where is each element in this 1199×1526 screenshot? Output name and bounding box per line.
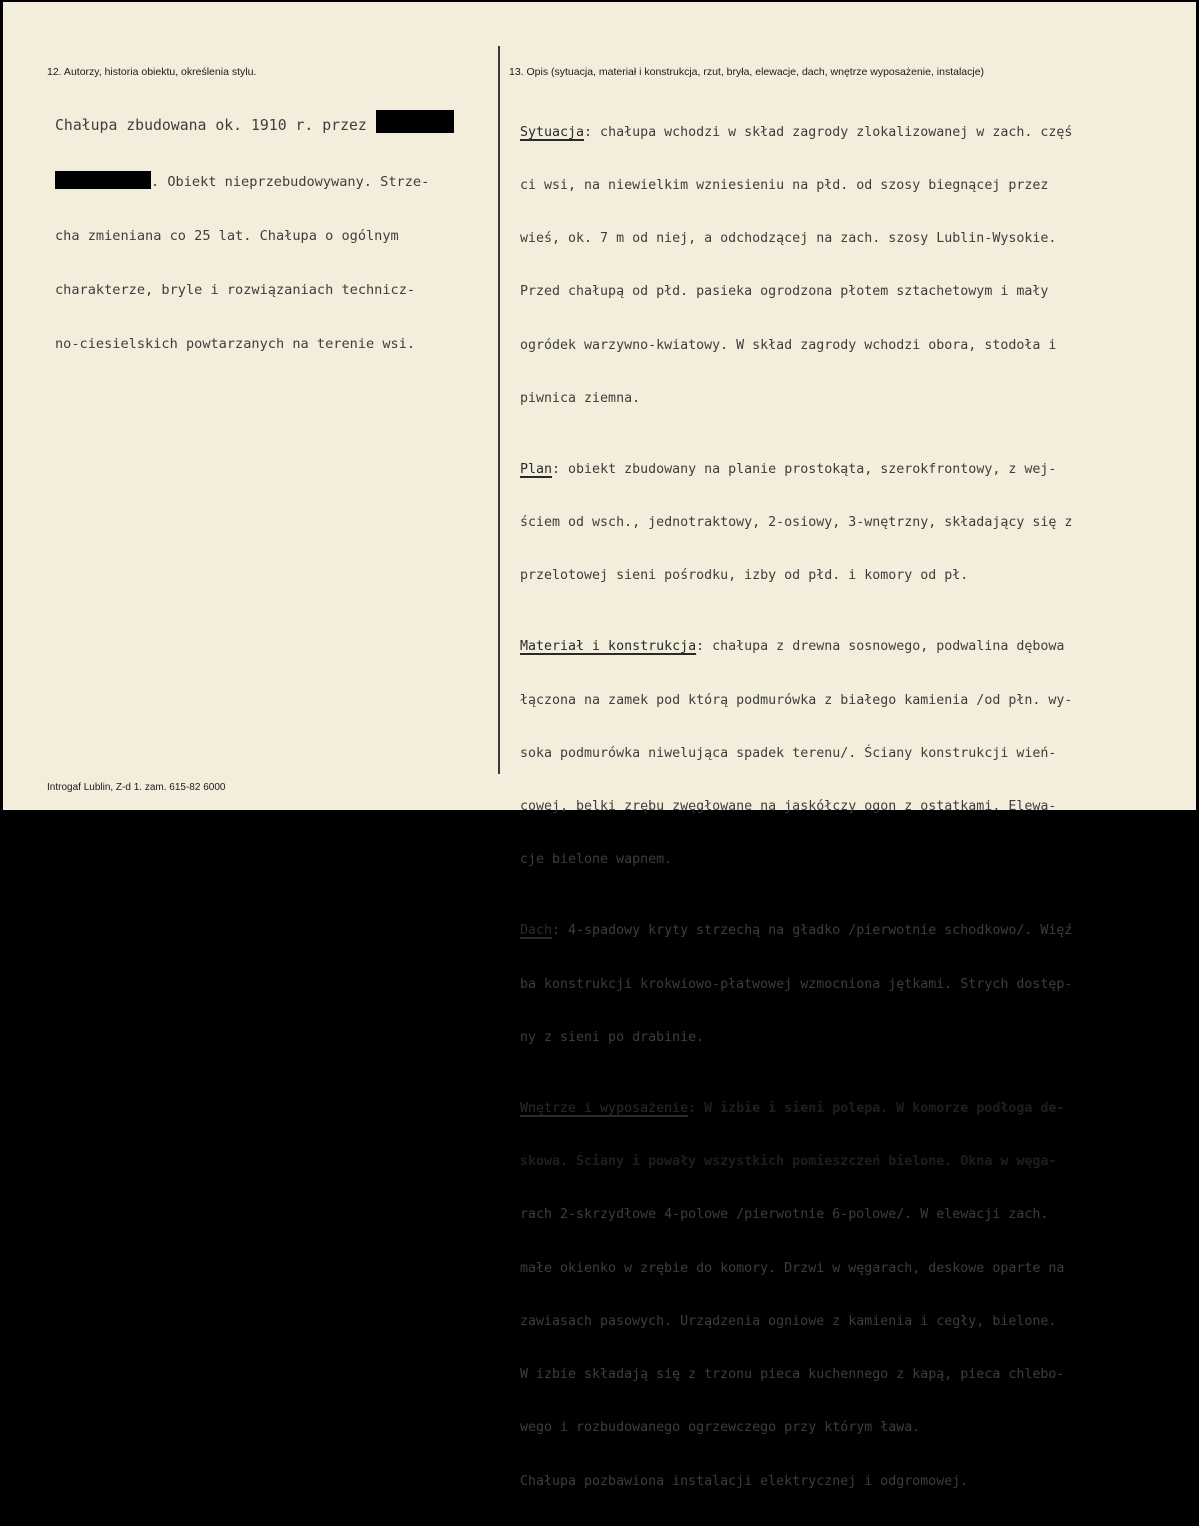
history-line: . Obiekt nieprzebudowywany. Strze- xyxy=(55,171,454,191)
description-line: ba konstrukcji krokwiowo-płatwowej wzmocniona jętkami. Strych dostęp- xyxy=(520,976,1073,992)
description-line: Sytuacja: chałupa wchodzi w skład zagrody zlokalizowanej w zach. częś xyxy=(520,124,1073,140)
description-line: Wnętrze i wyposażenie: W izbie i sieni polepa. W komorze podłoga de- xyxy=(520,1100,1065,1116)
dach-label: Dach xyxy=(520,923,553,939)
description-line: przelotowej sieni pośrodku, izby od płd. i komory od pł. xyxy=(520,568,969,584)
description-line: ci wsi, na niewielkim wzniesieniu na płd. od szosy biegnącej przez xyxy=(520,177,1049,193)
redaction-block xyxy=(376,110,454,133)
description-line: W izbie składają się z trzonu pieca kuchennego z kapą, pieca chlebo- xyxy=(520,1367,1065,1382)
description-line: ny z sieni po drabinie. xyxy=(520,1029,705,1045)
description-line: skowa. Ściany i powały wszystkich pomieszczeń bielone. Okna w węga- xyxy=(520,1154,1057,1169)
material-label: Materiał i konstrukcja xyxy=(520,639,697,655)
description-line: soka podmurówka niwelująca spadek terenu/. Ściany konstrukcji wień- xyxy=(520,745,1057,761)
printer-imprint: Introgaf Lublin, Z-d 1. zam. 615-82 6000 xyxy=(47,782,226,793)
sytuacja-label: Sytuacja xyxy=(520,124,585,140)
column-divider xyxy=(498,46,500,774)
history-line: cha zmieniana co 25 lat. Chałupa o ogólnym xyxy=(55,228,399,244)
description-line: małe okienko w zrębie do komory. Drzwi w węgarach, deskowe oparte na xyxy=(520,1260,1065,1276)
history-line: Chałupa zbudowana ok. 1910 r. przez xyxy=(55,110,454,135)
record-card xyxy=(3,2,1196,1489)
plan-label: Plan xyxy=(520,461,553,477)
redaction-block xyxy=(55,171,151,189)
description-line: Dach: 4-spadowy kryty strzechą na gładko /pierwotnie schodkowo/. Więź xyxy=(520,923,1073,939)
description-line: Chałupa pozbawiona instalacji elektrycznej i odgromowej. xyxy=(520,1473,969,1489)
description-line: Materiał i konstrukcja: chałupa z drewna sosnowego, podwalina dębowa xyxy=(520,639,1065,655)
history-line: no-ciesielskich powtarzanych na terenie wsi. xyxy=(55,336,416,352)
description-line: Plan: obiekt zbudowany na planie prostokąta, szerokfrontowy, z wej- xyxy=(520,461,1057,477)
description-line: cowej, belki zrębu zwęgłowane na jaskółczy ogon z ostatkami. Elewa- xyxy=(520,799,1057,814)
description-line: wego i rozbudowanego ogrzewczego przy którym ława. xyxy=(520,1420,921,1436)
history-text xyxy=(55,74,454,389)
description-line: Przed chałupą od płd. pasieka ogrodzona płotem sztachetowym i mały xyxy=(520,284,1049,300)
description-line: wieś, ok. 7 m od niej, a odchodzącej na zach. szosy Lublin-Wysokie. xyxy=(520,231,1057,246)
wnetrze-label: Wnętrze i wyposażenie xyxy=(520,1100,689,1116)
description-line: cje bielone wapnem. xyxy=(520,852,673,868)
description-line: ogródek warzywno-kwiatowy. W skład zagrody wchodzi obora, stodoła i xyxy=(520,337,1057,353)
section-12-header: 12. Autorzy, historia obiektu, określenia stylu. xyxy=(47,66,257,78)
description-line: ściem od wsch., jednotraktowy, 2-osiowy, 3-wnętrzny, składający się z xyxy=(520,515,1073,530)
description-line: zawiasach pasowych. Urządzenia ogniowe z kamienia i cegły, bielone. xyxy=(520,1313,1057,1329)
history-line: charakterze, bryle i rozwiązaniach technicz- xyxy=(55,282,416,298)
description-line: łączona na zamek pod którą podmurówka z białego kamienia /od płn. wy- xyxy=(520,692,1073,708)
section-13-header: 13. Opis (sytuacja, materiał i konstrukcja, rzut, bryła, elewacje, dach, wnętrze wyposażenie, instalacje) xyxy=(509,66,985,78)
description-line: piwnica ziemna. xyxy=(520,390,641,406)
description-line: rach 2-skrzydłowe 4-polowe /pierwotnie 6-polowe/. W elewacji zach. xyxy=(520,1207,1049,1223)
description-text xyxy=(520,88,1072,1526)
